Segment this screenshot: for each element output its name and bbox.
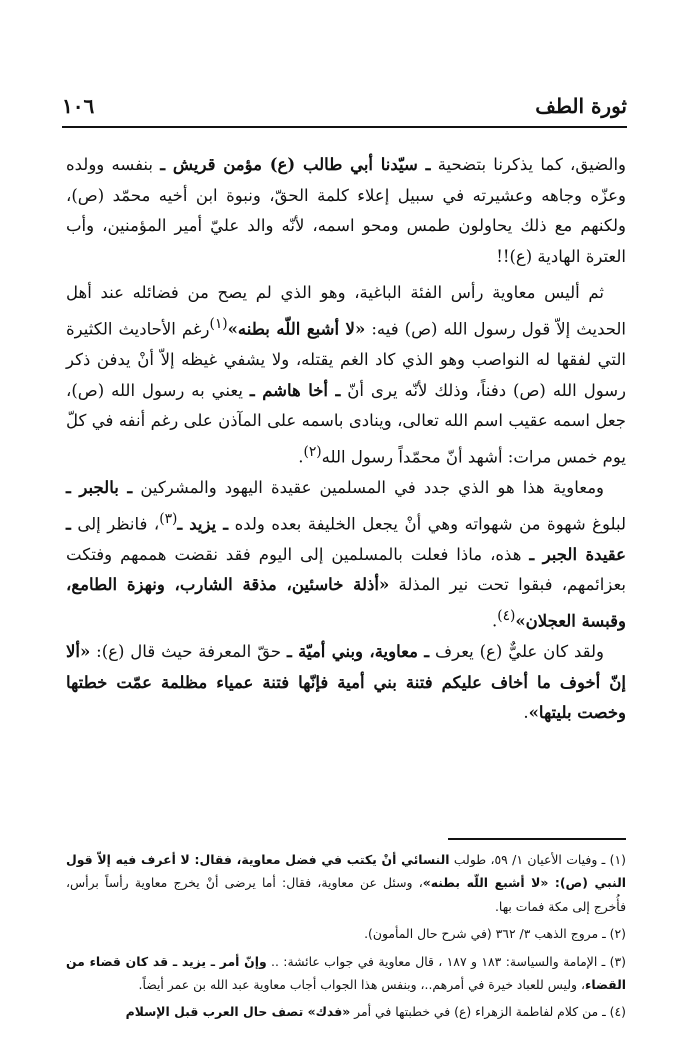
- text-run: هذه، ماذا فعلت بالمسلمين إلى اليوم فقد نقضت هممهم وفتكت بعزائمهم، فبقوا تحت نير المذلة: [66, 544, 627, 595]
- text-run: .: [298, 447, 304, 467]
- footnote-4: [66, 1000, 626, 1023]
- text-run: (١) ـ وفيات الأعيان ١/ ٥٩، طولب: [449, 852, 626, 867]
- text-run: ثم أليس معاوية رأس الفئة الباغية، وهو الذي لم يصح من فضائله عند أهل الحديث إلاّ قول رسول الله (ص) فيه:: [66, 283, 626, 339]
- main-text: [66, 150, 626, 729]
- text-run: (٣) ـ الإمامة والسياسة: ١٨٣ و ١٨٧ ، قال معاوية في جواب عائشة: ..: [266, 953, 626, 969]
- text-run: والضيق، كما يذكرنا بتضحية: [430, 155, 627, 174]
- text-run: يعني به رسول الله (ص)، جعل اسمه عقيب اسم الله تعالى، وينادى باسمه على المآذن على رغم أنفه في كلّ يوم خمس مرات: أشهد أنّ محمّداً رسول الله: [66, 380, 626, 467]
- bold-run: ـ يزيد ـ: [177, 514, 229, 534]
- text-run: ، وسئل عن معاوية، فقال: أما يرضى أنْ يخرج معاوية رأساً برأس، فأُخرج إلى مكة فمات بها.: [66, 875, 626, 914]
- text-run: ومعاوية هذا هو الذي جدد في المسلمين عقيدة اليهود والمشركين: [132, 477, 604, 497]
- running-header: [62, 92, 627, 126]
- bold-run: ـ سيّدنا أبي طالب (ع) مؤمن قريش ـ: [160, 155, 431, 174]
- text-run: .: [491, 611, 498, 631]
- text-run: .: [523, 703, 529, 723]
- bold-run: وإنّ أمر ـ يزيد ـ قد كان قضاء من القضاء: [66, 953, 626, 993]
- footnote-ref-4[interactable]: (٤): [497, 607, 516, 624]
- paragraph-3: [66, 473, 626, 637]
- text-run: بنفسه وولده وعزّه وجاهه وعشيرته في سبيل إعلاء كلمة الحقّ، ونبوة ابن أخيه محمّد (ص)، ولكنهم مع ذلك يحاولون طمس ومحو اسمه، لأنّه والد عليّ أمير المؤمنين، وأب العترة الهادية (ع)!!: [66, 155, 626, 266]
- bold-run: ـ عقيدة الجبر ـ: [66, 514, 626, 564]
- text-run: رغم الأحاديث الكثيرة التي لفقها له النواصب وهو الذي كاد الغم يقتله، ولا يشفي غيظه إلاّ أنْ يدفن ذكر رسول الله (ص) دفناً، وذلك لأنّه يرى أنّ: [66, 319, 627, 400]
- bold-run: «أذلة خاسئين، مذقة الشارب، ونهزة الطامع، وقبسة العجلان»: [66, 575, 626, 631]
- footnote-1: [66, 848, 626, 918]
- bold-run: «فدك» تصف حال العرب قبل الإسلام: [125, 1004, 351, 1020]
- bold-run: ـ معاوية، وبني أميّة ـ: [286, 641, 430, 661]
- paragraph-2: [66, 278, 626, 473]
- running-title: ثورة الطف: [535, 94, 627, 118]
- footnote-ref-3[interactable]: (٣): [159, 510, 178, 527]
- text-run: (٤) ـ من كلام لفاطمة الزهراء (ع) في خطبتها في أمر: [350, 1004, 626, 1020]
- bold-run: ـ بالجبر ـ: [66, 477, 133, 497]
- bold-run: «ألا إنّ أخوف ما أخاف عليكم فتنة بني أمية فإنّها فتنة عمياء مظلمة عمّت خطتها وخصت بليتها»: [66, 641, 626, 723]
- text-run: ، فانظر إلى: [70, 514, 160, 534]
- bold-run: «لا أشبع اللّه بطنه»: [227, 319, 366, 339]
- page-number: ١٠٦: [62, 94, 95, 118]
- paragraph-1: [66, 150, 626, 272]
- bold-run: ـ أخا هاشم ـ: [249, 380, 341, 400]
- text-run: ولقد كان عليٌّ (ع) يعرف: [429, 641, 604, 661]
- text-run: لبلوغ شهوة من شهواته وهي أنْ يجعل الخليفة بعده ولده: [228, 514, 627, 534]
- bold-run: النسائي أنْ يكتب في فضل معاوية، فقال: لا أعرف فيه إلاّ قول النبي (ص): «لا أشبع اللّه بطنه»: [66, 852, 626, 891]
- footnote-separator: [448, 838, 626, 840]
- footnote-2: (٢) ـ مروج الذهب ٣/ ٣٦٢ (في شرح حال المأمون).: [364, 926, 626, 942]
- footnotes: [66, 848, 626, 1024]
- paragraph-4: [66, 637, 626, 729]
- text-run: حقّ المعرفة حيث قال (ع):: [90, 641, 287, 661]
- header-rule: [62, 126, 627, 128]
- text-run: ، وليس للعباد خيرة في أمرهم..، وبنفس هذا الجواب أجاب معاوية عبد الله بن عمر أيضاً.: [138, 977, 585, 993]
- footnote-ref-1[interactable]: (١): [209, 315, 228, 332]
- footnote-3: [66, 950, 626, 997]
- footnote-ref-2[interactable]: (٢): [303, 443, 322, 460]
